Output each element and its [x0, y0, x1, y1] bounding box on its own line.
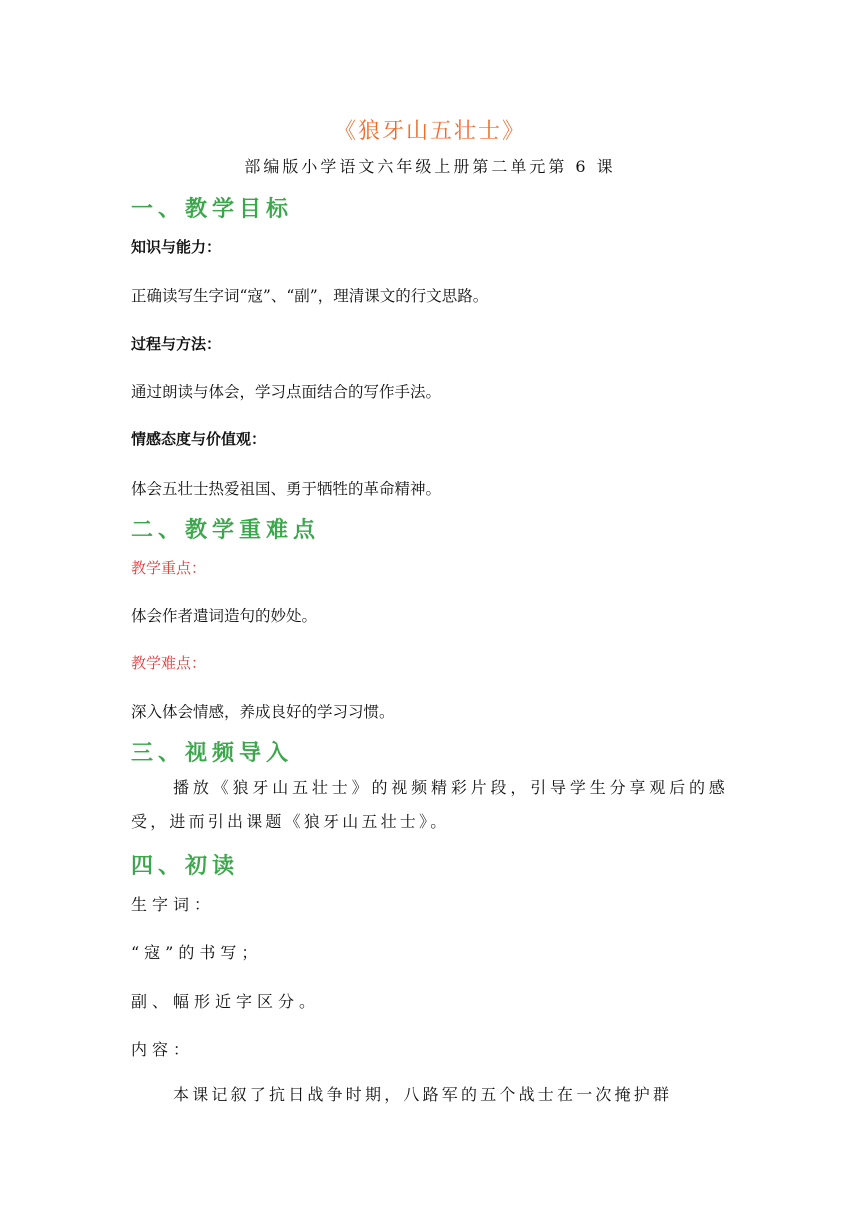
text-process: 通过朗读与体会，学习点面结合的写作手法。: [131, 383, 442, 401]
section-heading-objectives: 一、教学目标: [131, 197, 294, 222]
section-heading-first-reading: 四、初读: [131, 854, 240, 879]
label-process: 过程与方法：: [131, 335, 222, 353]
section-heading-key-points: 二、教学重难点: [131, 518, 321, 543]
text-key-point: 体会作者遣词造句的妙处。: [131, 607, 318, 625]
label-difficulty: 教学难点：: [131, 654, 207, 672]
text-emotion: 体会五壮士热爱祖国、勇于牺牲的革命精神。: [131, 480, 442, 498]
text-knowledge: 正确读写生字词“寇”、“副”，理清课文的行文思路。: [131, 287, 489, 305]
label-vocabulary: 生字词：: [131, 895, 216, 914]
label-content: 内容：: [131, 1040, 195, 1059]
document-subtitle: 部编版小学语文六年级上册第二单元第 6 课: [244, 157, 616, 176]
text-vocab-item-2: 副、幅形近字区分。: [131, 992, 321, 1011]
label-key-point: 教学重点：: [131, 559, 207, 577]
text-video-intro: 播放《狼牙山五壮士》的视频精彩片段，引导学生分享观后的感受，进而引出课题《狼牙山五壮士》。: [131, 778, 728, 831]
section-heading-video-intro: 三、视频导入: [131, 741, 294, 766]
text-vocab-item-1: “寇”的书写；: [131, 943, 263, 962]
text-difficulty: 深入体会情感，养成良好的学习习惯。: [131, 703, 395, 721]
text-content: 本课记叙了抗日战争时期，八路军的五个战士在一次掩护群: [173, 1085, 673, 1104]
label-knowledge: 知识与能力：: [131, 238, 222, 256]
document-title: 《狼牙山五壮士》: [333, 119, 526, 144]
label-emotion: 情感态度与价值观：: [131, 430, 267, 448]
